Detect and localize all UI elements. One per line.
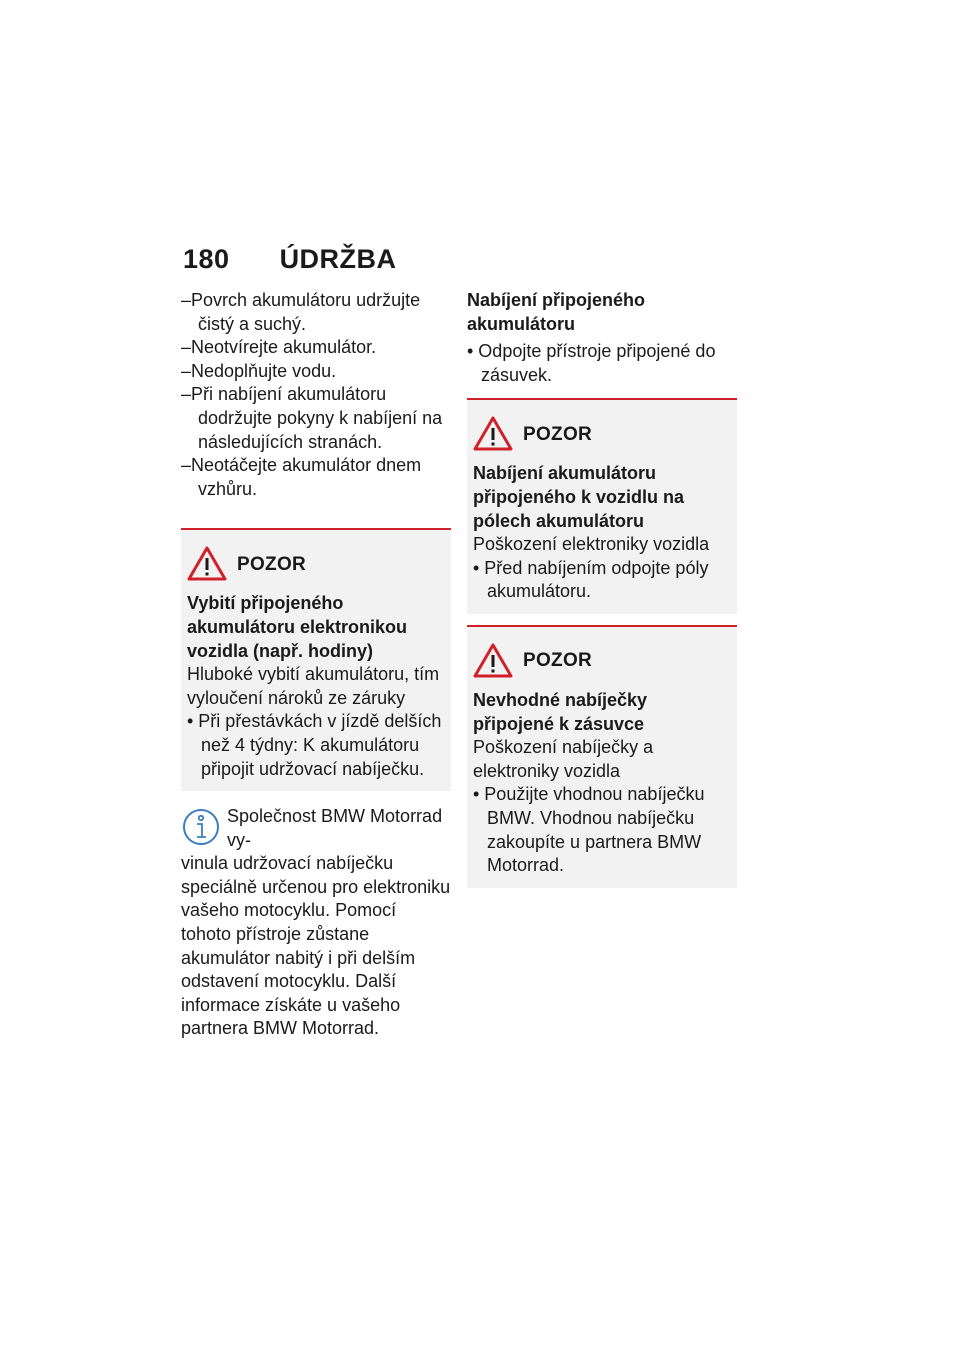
- list-item: –Při nabíjení akumulátoru dodržujte pokyny k nabíjení na následujících stranách.: [181, 384, 443, 452]
- warning-text: Hluboké vybití akumulátoru, tím vyloučení nároků ze záruky: [187, 664, 440, 708]
- list-item: • Odpojte přístroje připojené do zásuvek.: [467, 341, 716, 385]
- info-text: vinula udržovací nabíječku speciálně určenou pro elektroniku vašeho motocyklu. Pomocí tohoto přístroje zůstane akumulátor nabitý i při delším odstavení motocyklu. Další informace získáte u vašeho partnera BMW Motorrad.: [181, 853, 451, 1039]
- info-text-lead: Společnost BMW Motorrad vy-: [227, 806, 443, 850]
- left-column: [181, 289, 451, 1041]
- warning-box: [181, 528, 451, 791]
- warning-text: Poškození nabíječky a elektroniky vozidla: [473, 737, 654, 781]
- warning-header: [473, 641, 731, 681]
- warning-bullet: • Při přestávkách v jízdě delších než 4 týdny: K akumulátoru připojit udržovací nabíječku.: [187, 711, 442, 779]
- warning-bullet: • Použijte vhodnou nabíječku BMW. Vhodnou nabíječku zakoupíte u partnera BMW Motorrad.: [473, 784, 705, 876]
- page-number: 180: [183, 244, 230, 274]
- info-icon: [181, 807, 221, 847]
- warning-triangle-icon: [473, 416, 513, 452]
- warning-bullet: • Před nabíjením odpojte póly akumulátoru.: [473, 557, 709, 602]
- warning-label: POZOR: [523, 650, 593, 672]
- warning-label: POZOR: [237, 553, 307, 575]
- warning-header: [473, 414, 731, 454]
- warning-triangle-icon: [187, 546, 227, 582]
- list-item: –Neotáčejte akumulátor dnem vzhůru.: [181, 455, 422, 499]
- list-item: –Neotvírejte akumulátor.: [181, 337, 377, 358]
- list-item: –Nedoplňujte vodu.: [181, 360, 337, 381]
- warning-title: Nabíjení akumulátoru připojeného k vozidlu na pólech akumulátoru: [473, 463, 685, 531]
- info-block: [181, 805, 451, 1041]
- warning-title: Nevhodné nabíječky připojené k zásuvce: [473, 689, 648, 734]
- section-heading: Nabíjení připojeného akumulátoru: [467, 290, 646, 334]
- right-column: [467, 289, 737, 888]
- section-title: ÚDRŽBA: [279, 244, 397, 274]
- warning-triangle-icon: [473, 643, 513, 679]
- list-item: –Povrch akumulátoru udržujte čistý a suchý.: [181, 290, 421, 334]
- warning-title: Vybití připojeného akumulátoru elektronikou vozidla (např. hodiny): [187, 593, 408, 661]
- warning-text: Poškození elektroniky vozidla: [473, 534, 710, 555]
- warning-box: [467, 625, 737, 888]
- warning-header: [187, 544, 445, 584]
- warning-label: POZOR: [523, 423, 593, 445]
- warning-box: [467, 398, 737, 614]
- page-header: [183, 244, 397, 284]
